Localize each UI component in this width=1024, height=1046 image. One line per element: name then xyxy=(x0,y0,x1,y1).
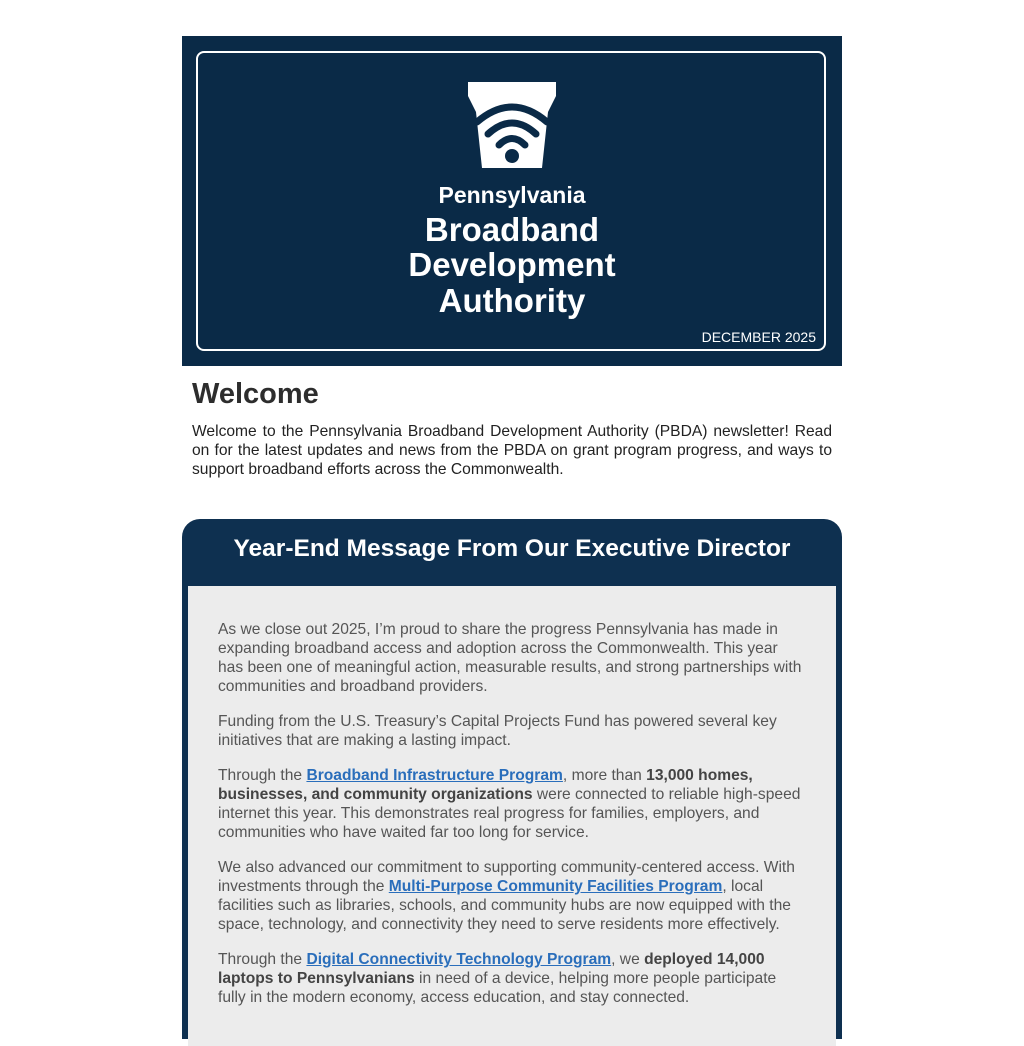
community-facilities-program-link[interactable]: Multi-Purpose Community Facilities Program xyxy=(388,878,723,895)
text-segment: Through the xyxy=(218,767,307,784)
message-paragraph-5 xyxy=(218,950,806,1007)
message-paragraph-4 xyxy=(218,858,806,934)
highlight-connections: 13,000 homes, businesses, and community organizations xyxy=(218,767,753,803)
broadband-infrastructure-program-link[interactable]: Broadband Infrastructure Program xyxy=(306,767,563,784)
text-segment: , more than xyxy=(562,767,647,784)
org-name-line-broadband: Broadband xyxy=(424,211,600,248)
director-message-body xyxy=(188,586,836,1046)
text-segment: Through the xyxy=(218,951,307,968)
welcome-section xyxy=(182,377,842,479)
org-name-line-development: Development xyxy=(408,246,616,283)
org-name-line-authority: Authority xyxy=(438,282,586,319)
text-segment: We also advanced our commitment to supporting community-centered access. With investments through the xyxy=(218,859,795,895)
welcome-title: Welcome xyxy=(192,378,319,410)
newsletter xyxy=(182,36,842,1006)
message-paragraph-1: As we close out 2025, I’m proud to share the progress Pennsylvania has made in expanding broadband access and adoption across the Commonwealth. This year has been one of meaningful action, measurable results, and strong partnerships with communities and broadband providers. xyxy=(218,621,802,695)
text-segment: in need of a device, helping more people participate fully in the modern economy, access education, and stay connected. xyxy=(218,970,777,1006)
message-paragraph-2: Funding from the U.S. Treasury’s Capital Projects Fund has powered several key initiatives that are making a lasting impact. xyxy=(218,713,777,749)
keystone-wifi-icon xyxy=(468,82,556,168)
text-segment: , we xyxy=(611,951,645,968)
highlight-laptops: deployed 14,000 laptops to Pennsylvanians xyxy=(218,951,765,987)
director-message-title: Year-End Message From Our Executive Director xyxy=(233,535,791,562)
text-segment: , local facilities such as libraries, schools, and community hubs are now equipped with the space, technology, and connectivity they need to serve residents more effectively. xyxy=(218,878,791,933)
digital-connectivity-program-link[interactable]: Digital Connectivity Technology Program xyxy=(306,951,612,968)
issue-date: DECEMBER 2025 xyxy=(701,329,816,345)
welcome-body: Welcome to the Pennsylvania Broadband Development Authority (PBDA) newsletter! Read on for the latest updates and news from the PBDA on grant program progress, and ways to support broadband efforts across the Commonwealth. xyxy=(192,423,832,478)
director-message-card xyxy=(182,519,842,1039)
text-segment: were connected to reliable high-speed internet this year. This demonstrates real progress for families, employers, and communities who have waited far too long for service. xyxy=(218,786,801,841)
message-paragraph-3 xyxy=(218,766,806,842)
org-name-state: Pennsylvania xyxy=(438,182,586,208)
header-banner xyxy=(182,36,842,366)
